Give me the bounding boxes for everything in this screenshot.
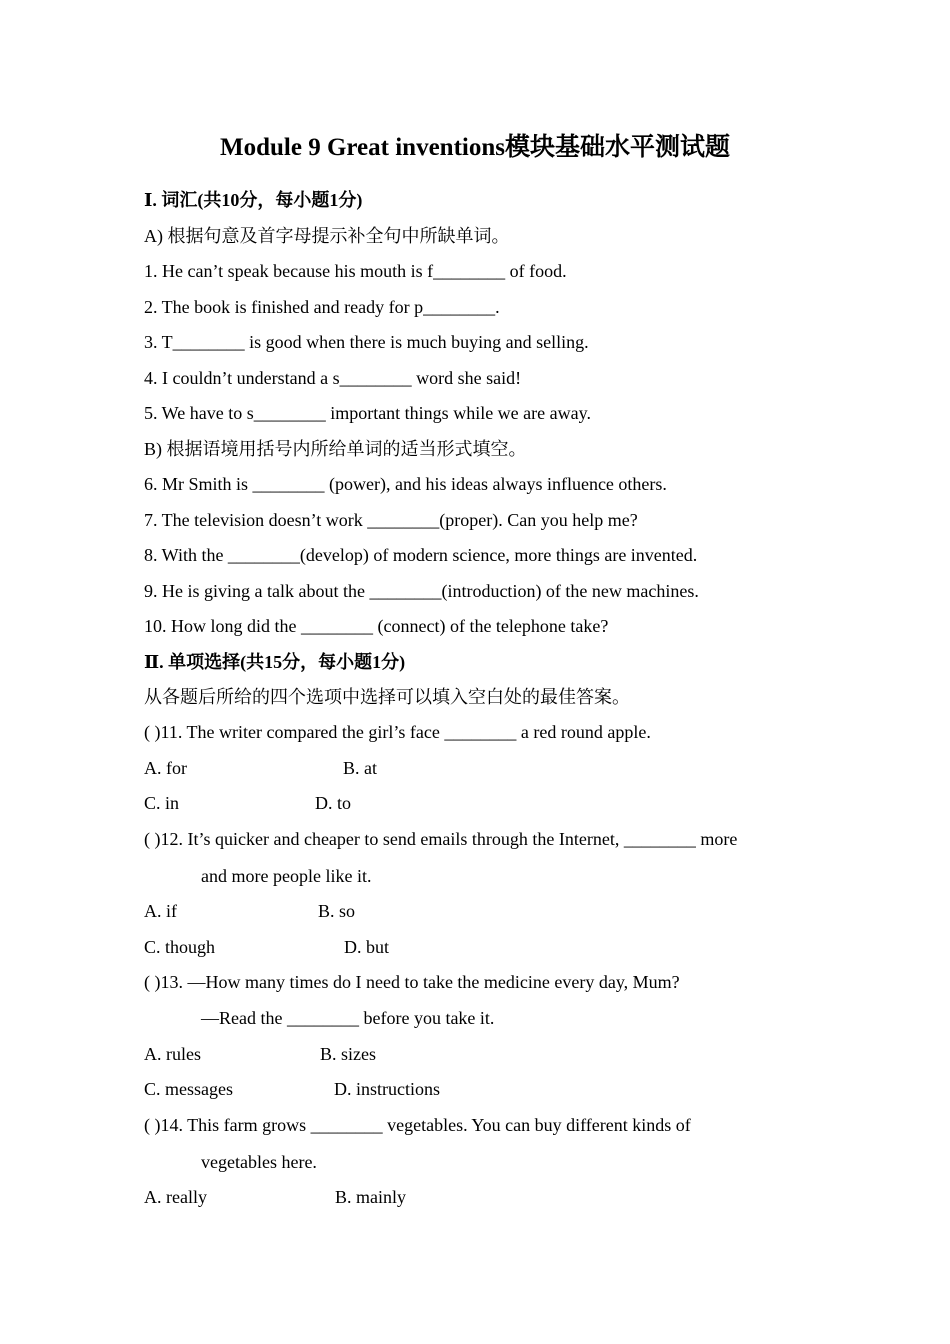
question-2: 2. The book is finished and ready for p________. — [144, 297, 500, 317]
question-6: 6. Mr Smith is ________ (power), and his ideas always influence others. — [144, 474, 667, 494]
question-7: 7. The television doesn’t work ________(proper). Can you help me? — [144, 510, 638, 530]
question-12-option-c: C. though — [144, 937, 216, 957]
question-14-continuation: vegetables here. — [201, 1152, 317, 1172]
section-2-heading: Ⅱ. 单项选择(共15分，每小题1分) — [144, 652, 406, 672]
question-4: 4. I couldn’t understand a s________ word she said! — [144, 368, 522, 388]
question-14-option-a: A. really — [144, 1187, 207, 1207]
question-9: 9. He is giving a talk about the ________(introduction) of the new machines. — [144, 581, 699, 601]
question-12-option-a: A. if — [144, 901, 177, 921]
question-11-option-b: B. at — [343, 758, 377, 778]
question-12-option-d: D. but — [344, 937, 389, 957]
question-13-option-b: B. sizes — [320, 1044, 376, 1064]
question-14-option-b: B. mainly — [335, 1187, 406, 1207]
question-11-option-d: D. to — [315, 793, 351, 813]
question-13-stem: ( )13. —How many times do I need to take the medicine every day, Mum? — [144, 972, 680, 992]
question-12-continuation: and more people like it. — [201, 866, 372, 886]
page-title: Module 9 Great inventions模块基础水平测试题 — [220, 134, 730, 161]
question-13-option-a: A. rules — [144, 1044, 201, 1064]
question-3: 3. T________ is good when there is much buying and selling. — [144, 332, 589, 352]
section-1-heading: Ⅰ. 词汇(共10分，每小题1分) — [144, 190, 363, 210]
question-10: 10. How long did the ________ (connect) of the telephone take? — [144, 616, 609, 636]
question-5: 5. We have to s________ important things while we are away. — [144, 403, 591, 423]
question-8: 8. With the ________(develop) of modern science, more things are invented. — [144, 545, 698, 565]
question-12-stem: ( )12. It’s quicker and cheaper to send emails through the Internet, ________ more — [144, 829, 738, 849]
question-11-option-c: C. in — [144, 793, 180, 813]
question-13-option-c: C. messages — [144, 1079, 233, 1099]
question-14-stem: ( )14. This farm grows ________ vegetables. You can buy different kinds of — [144, 1115, 691, 1135]
section-1-part-b-instruction: B) 根据语境用括号内所给单词的适当形式填空。 — [144, 439, 527, 459]
question-1: 1. He can’t speak because his mouth is f________ of food. — [144, 261, 567, 281]
question-11-stem: ( )11. The writer compared the girl’s face ________ a red round apple. — [144, 722, 651, 742]
section-2-instruction: 从各题后所给的四个选项中选择可以填入空白处的最佳答案。 — [144, 687, 630, 707]
question-12-option-b: B. so — [318, 901, 356, 921]
question-11-option-a: A. for — [144, 758, 187, 778]
section-1-part-a-instruction: A) 根据句意及首字母提示补全句中所缺单词。 — [144, 226, 510, 246]
question-13-continuation: —Read the ________ before you take it. — [201, 1008, 495, 1028]
question-13-option-d: D. instructions — [334, 1079, 440, 1099]
